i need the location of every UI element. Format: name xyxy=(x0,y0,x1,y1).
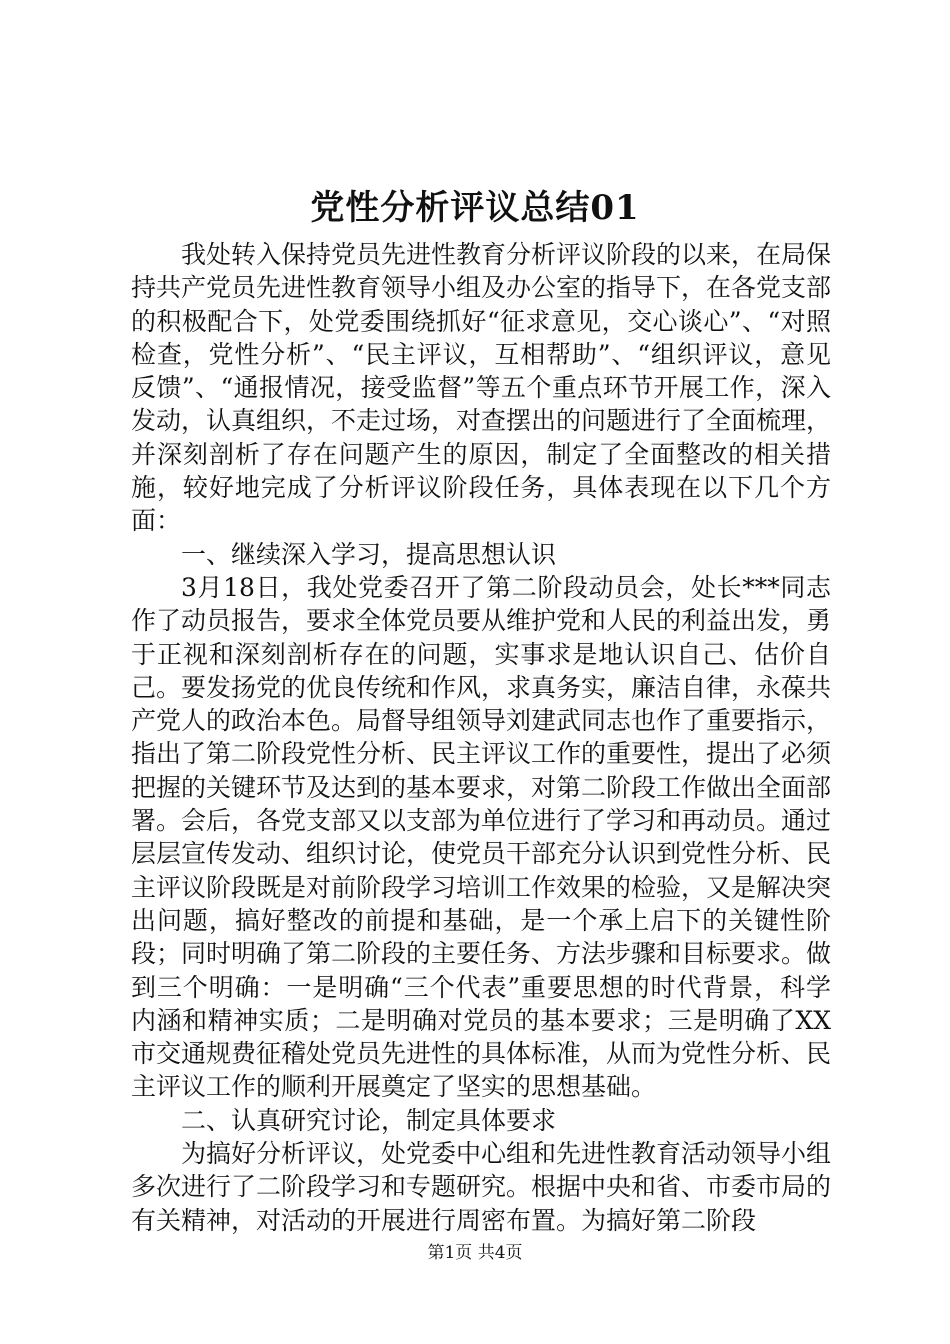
document-title: 党性分析评议总结01 xyxy=(310,188,640,228)
section-1-paragraph: 3月18日，我处党委召开了第二阶段动员会，处长***同志作了动员报告，要求全体党员要从维护党和人民的利益出发，勇于正视和深刻剖析存在的问题，实事求是地认识自己、估价自己。要发扬党的优良传统和作风，求真务实，廉洁自律，永葆共产党人的政治本色。局督导组领导刘建武同志也作了重要指示，指出了第二阶段党性分析、民主评议工作的重要性，提出了必须把握的关键环节及达到的基本要求，对第二阶段工作做出全面部署。会后，各党支部又以支部为单位进行了学习和再动员。通过层层宣传发动、组织讨论，使党员干部充分认识到党性分析、民主评议阶段既是对前阶段学习培训工作效果的检验，又是解决突出问题，搞好整改的前提和基础，是一个承上启下的关键性阶段；同时明确了第二阶段的主要任务、方法步骤和目标要求。做到三个明确：一是明确“三个代表”重要思想的时代背景，科学内涵和精神实质；二是明确对党员的基本要求；三是明确了XX市交通规费征稽处党员先进性的具体标准，从而为党性分析、民主评议工作的顺利开展奠定了坚实的思想基础。 xyxy=(131,572,832,1102)
intro-paragraph: 我处转入保持党员先进性教育分析评议阶段的以来，在局保持共产党员先进性教育领导小组及办公室的指导下，在各党支部的积极配合下，处党委围绕抓好“征求意见，交心谈心”、“对照检查，党性分析”、“民主评议，互相帮助”、“组织评议，意见反馈”、“通报情况，接受监督”等五个重点环节开展工作，深入发动，认真组织，不走过场，对查摆出的问题进行了全面梳理，并深刻剖析了存在问题产生的原因，制定了全面整改的相关措施，较好地完成了分析评议阶段任务，具体表现在以下几个方面： xyxy=(131,240,832,536)
section-heading-1: 一、继续深入学习，提高思想认识 xyxy=(181,539,557,569)
section-2-paragraph: 为搞好分析评议，处党委中心组和先进性教育活动领导小组多次进行了二阶段学习和专题研究。根据中央和省、市委市局的有关精神，对活动的开展进行周密布置。为搞好第二阶段 xyxy=(131,1139,832,1235)
section-heading-2: 二、认真研究讨论，制定具体要求 xyxy=(181,1105,557,1135)
page-number-footer: 第1页 共4页 xyxy=(427,1243,523,1263)
document-body xyxy=(131,238,831,1237)
